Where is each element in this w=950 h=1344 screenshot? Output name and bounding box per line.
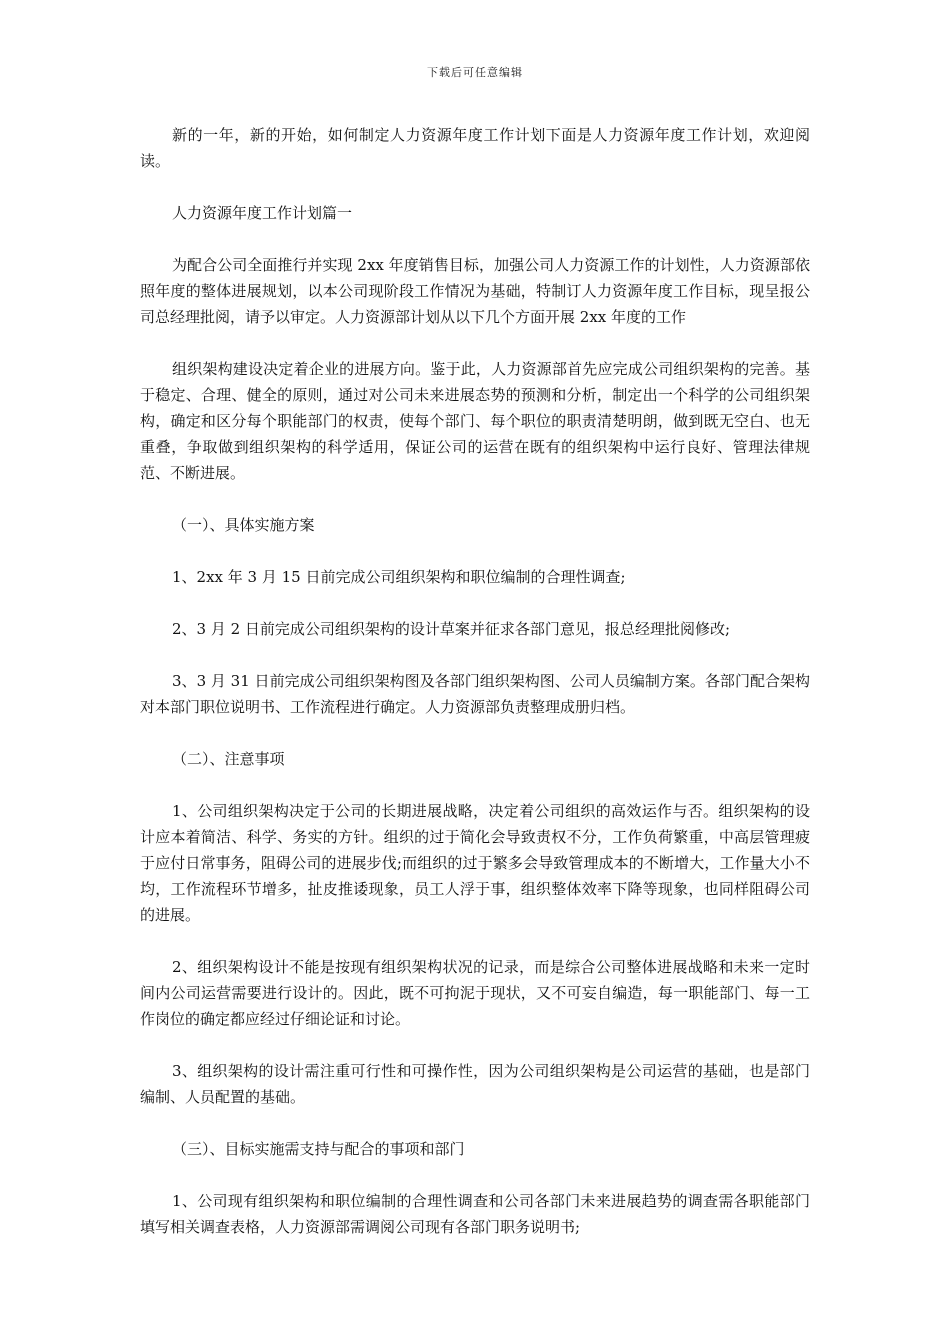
page-header: 下载后可任意编辑 (427, 66, 523, 79)
list-item: 2、组织架构设计不能是按现有组织架构状况的记录，而是综合公司整体进展战略和未来一定时间内公司运营需要进行设计的。因此，既不可拘泥于现状，又不可妄自编造，每一职能部门、每一工作岗位的确定都应经过仔细论证和讨论。 (140, 958, 810, 1028)
list-item: 2、3 月 2 日前完成公司组织架构的设计草案并征求各部门意见，报总经理批阅修改; (172, 620, 730, 638)
list-item: 3、组织架构的设计需注重可行性和可操作性，因为公司组织架构是公司运营的基础，也是部门编制、人员配置的基础。 (140, 1062, 810, 1106)
section-title: 人力资源年度工作计划篇一 (172, 204, 353, 222)
body-paragraph: 为配合公司全面推行并实现 2xx 年度销售目标，加强公司人力资源工作的计划性，人力资源部依照年度的整体进展规划，以本公司现阶段工作情况为基础，特制订人力资源年度工作目标，现呈报公司总经理批阅，请予以审定。人力资源部计划从以下几个方面开展 2xx 年度的工作 (140, 256, 810, 326)
subsection-title: （一）、具体实施方案 (172, 516, 315, 534)
list-item: 1、公司组织架构决定于公司的长期进展战略，决定着公司组织的高效运作与否。组织架构的设计应本着简洁、科学、务实的方针。组织的过于简化会导致责权不分，工作负荷繁重，中高层管理疲于应付日常事务，阻碍公司的进展步伐;而组织的过于繁多会导致管理成本的不断增大，工作量大小不均，工作流程环节增多，扯皮推诿现象，员工人浮于事，组织整体效率下降等现象，也同样阻碍公司的进展。 (140, 802, 810, 924)
list-item: 1、2xx 年 3 月 15 日前完成公司组织架构和职位编制的合理性调查; (172, 568, 626, 586)
subsection-title: （二）、注意事项 (172, 750, 285, 768)
body-paragraph: 组织架构建设决定着企业的进展方向。鉴于此，人力资源部首先应完成公司组织架构的完善。基于稳定、合理、健全的原则，通过对公司未来进展态势的预测和分析，制定出一个科学的公司组织架构，确定和区分每个职能部门的权责，使每个部门、每个职位的职责清楚明朗，做到既无空白、也无重叠，争取做到组织架构的科学适用，保证公司的运营在既有的组织架构中运行良好、管理法律规范、不断进展。 (140, 360, 810, 482)
list-item: 3、3 月 31 日前完成公司组织架构图及各部门组织架构图、公司人员编制方案。各部门配合架构对本部门职位说明书、工作流程进行确定。人力资源部负责整理成册归档。 (140, 672, 810, 716)
intro-paragraph: 新的一年，新的开始，如何制定人力资源年度工作计划下面是人力资源年度工作计划，欢迎阅读。 (140, 126, 810, 170)
subsection-title: （三）、目标实施需支持与配合的事项和部门 (172, 1140, 465, 1158)
list-item: 1、公司现有组织架构和职位编制的合理性调查和公司各部门未来进展趋势的调查需各职能部门填写相关调查表格，人力资源部需调阅公司现有各部门职务说明书; (140, 1192, 810, 1236)
document-body (140, 122, 810, 1266)
